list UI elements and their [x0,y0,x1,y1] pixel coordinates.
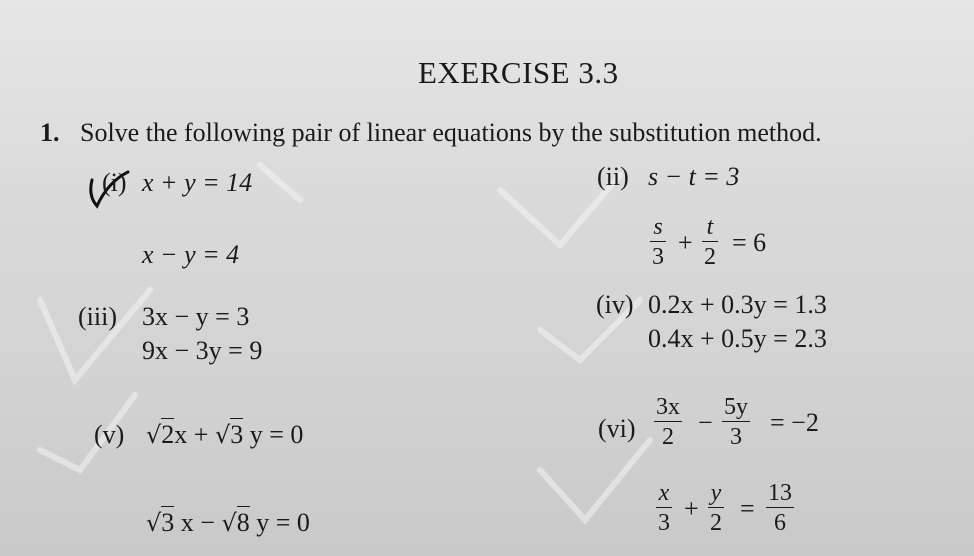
radicand: 8 [236,508,250,537]
part-vi-label: (vi) [598,414,636,443]
square-root: √3 [146,508,175,537]
fraction-numerator: 5y [724,394,748,420]
fraction-bar [702,241,718,242]
fraction-denominator: 2 [710,510,722,536]
part-iv-eq2: 0.4x + 0.5y = 2.3 [648,324,827,353]
eq-end: y = 0 [249,508,310,537]
part-i-eq2: x − y = 4 [142,240,240,269]
part-ii-frac-t-over-2 [702,214,718,270]
part-vi-minus: − [698,408,713,437]
part-iv-label: (iv) [596,290,634,319]
part-vi-frac-x-over-3 [656,480,672,536]
fraction-numerator: x [658,480,670,506]
fraction-bar [708,507,724,508]
square-root: √3 [214,420,244,449]
fraction-denominator: 6 [774,510,786,536]
exercise-heading: EXERCISE 3.3 [418,55,619,90]
part-vi-frac-5y-over-3 [722,394,750,450]
eq-middle: x − [174,508,222,537]
fraction-denominator: 3 [730,424,742,450]
square-root: √2 [146,420,175,449]
fraction-denominator: 3 [658,510,670,536]
radicand: 3 [161,508,175,537]
fraction-numerator: y [710,480,722,506]
fraction-bar [654,421,682,422]
part-vi-eq1-rhs: = −2 [770,408,819,437]
square-root: √8 [221,508,250,537]
part-v-eq2 [146,508,310,538]
fraction-numerator: 3x [656,394,680,420]
part-ii-frac-s-over-3 [650,214,666,270]
part-v-label: (v) [94,420,125,449]
fraction-denominator: 2 [662,424,674,450]
fraction-bar [766,507,794,508]
part-ii-plus: + [678,228,693,257]
question-text: Solve the following pair of linear equations by the substitution method. [80,118,822,147]
part-v-eq1 [146,420,303,450]
radicand: 3 [230,420,244,449]
part-iv-eq1: 0.2x + 0.3y = 1.3 [648,290,827,319]
eq-middle: x + [174,420,215,449]
part-i-eq1: x + y = 14 [142,168,253,197]
part-vi-frac-3x-over-2 [654,394,682,450]
part-iii-eq2: 9x − 3y = 9 [142,336,263,365]
part-vi-frac-13-over-6 [766,480,794,536]
fraction-denominator: 2 [704,244,716,270]
part-ii-eq1: s − t = 3 [648,162,740,191]
radicand: 2 [161,420,175,449]
fraction-bar [650,241,666,242]
fraction-numerator: 13 [768,480,792,506]
part-ii-rhs: = 6 [732,228,767,257]
question-number: 1. [40,118,60,147]
fraction-bar [722,421,750,422]
part-vi-equals: = [740,494,755,523]
part-vi-frac-y-over-2 [708,480,724,536]
fraction-numerator: s [653,214,663,240]
eq-end: y = 0 [243,420,304,449]
part-ii-label: (ii) [597,162,629,191]
part-iii-eq1: 3x − y = 3 [142,302,250,331]
part-i-label: (i) [102,168,127,197]
part-vi-plus: + [684,494,699,523]
fraction-denominator: 3 [652,244,664,270]
fraction-numerator: t [706,214,714,240]
part-iii-label: (iii) [78,302,117,331]
fraction-bar [656,507,672,508]
